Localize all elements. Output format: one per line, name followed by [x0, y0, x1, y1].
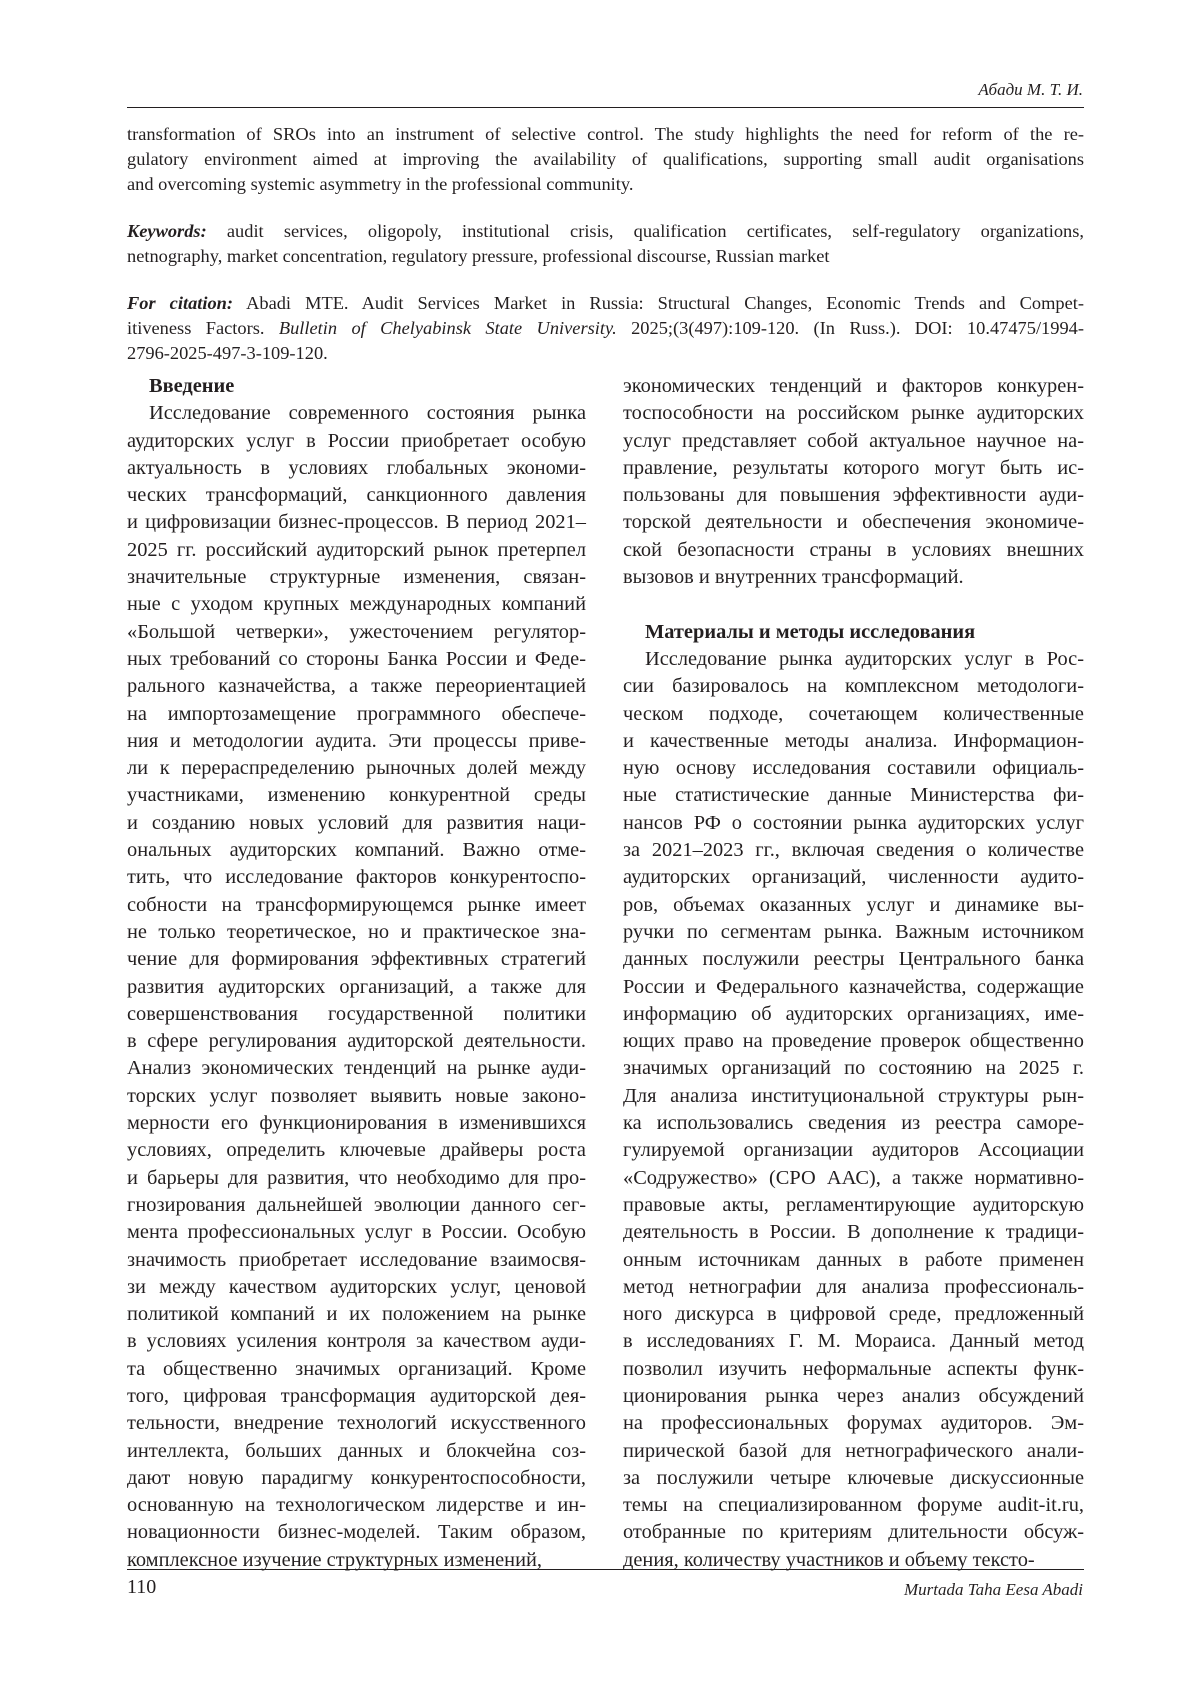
abstract-block: [127, 122, 1084, 388]
text-line: ка использовались сведения из реестра саморе-: [623, 1112, 1084, 1135]
keywords: [127, 219, 1084, 269]
left-column-body: [127, 400, 586, 1574]
citation-line: 2796-2025-497-3-109-120.: [127, 343, 328, 363]
citation-text: 2025;(3(497):109-120. (In Russ.). DOI: 10.47475/1994-: [631, 318, 1084, 338]
text-line: Анализ экономических тенденций на рынке ауди-: [127, 1057, 586, 1080]
text-line: зи между качеством аудиторских услуг, ценовой: [127, 1275, 586, 1298]
header-rule: [127, 107, 1084, 108]
text-line: значительные структурные изменения, связан-: [127, 566, 586, 589]
text-line: того, цифровая трансформация аудиторской дея-: [127, 1384, 586, 1407]
text-line: мента профессиональных услуг в России. Особую: [127, 1221, 586, 1244]
citation-line: [127, 316, 1084, 341]
text-line: темы на специализированном форуме audit-it.ru,: [623, 1494, 1084, 1517]
abstract-text: [127, 122, 1084, 197]
section-heading-methods: Материалы и методы исследования: [645, 620, 976, 643]
text-line: ручки по сегментам рынка. Важным источником: [623, 920, 1084, 943]
abstract-line: gulatory environment aimed at improving the availability of qualifications, supporting small audit organisations: [127, 149, 1084, 169]
text-line: гулируемой организации аудиторов Ассоциации: [623, 1139, 1084, 1162]
text-line: ров, объемах оказанных услуг и динамике вы-: [623, 893, 1084, 916]
text-line: чение для формирования эффективных стратегий: [127, 948, 586, 971]
text-line: значимость приобретает исследование взаимосвя-: [127, 1248, 586, 1271]
text-line: правление, результаты которого могут быть ис-: [623, 456, 1084, 479]
text-line: 2025 гг. российский аудиторский рынок претерпел: [127, 538, 586, 561]
text-line: вызовов и внутренних трансформаций.: [623, 566, 964, 589]
text-line: ющих право на проведение проверок общественно: [623, 1030, 1084, 1053]
text-line: метод нетнографии для анализа профессиональ-: [623, 1275, 1084, 1298]
text-line: «Большой четверки», ужесточением регулятор-: [127, 620, 586, 643]
text-line: собности на трансформирующемся рынке имеет: [127, 893, 586, 916]
text-line: дения, количеству участников и объему тексто-: [623, 1548, 1035, 1571]
text-line: новационности бизнес-моделей. Таким образом,: [127, 1521, 586, 1544]
running-header-author: Абади М. Т. И.: [978, 80, 1083, 99]
section-heading-introduction: Введение: [149, 375, 235, 397]
text-line: нансов РФ о состоянии рынка аудиторских услуг: [623, 811, 1084, 834]
text-line: и созданию новых условий для развития наци-: [127, 811, 586, 834]
text-line: информацию об аудиторских организациях, име-: [623, 1002, 1084, 1025]
text-line: Исследование современного состояния рынка: [149, 402, 586, 425]
text-line: политикой компаний и их положением на рынке: [127, 1303, 586, 1326]
text-line: услуг представляет собой актуальное научное на-: [623, 429, 1084, 452]
text-line: ционирования рынка через анализ обсуждений: [623, 1384, 1084, 1407]
text-line: рального казначейства, а также переориентацией: [127, 675, 586, 698]
text-line: экономических тенденций и факторов конкурен-: [623, 375, 1084, 397]
abstract-line: transformation of SROs into an instrument of selective control. The study highlights the need for reform of the re-: [127, 124, 1084, 144]
text-line: в условиях усиления контроля за качеством ауди-: [127, 1330, 586, 1353]
text-line: аудиторских организаций, численности аудито-: [623, 866, 1084, 889]
text-line: та общественно значимых организаций. Кроме: [127, 1357, 586, 1380]
text-line: комплексное изучение структурных изменений,: [127, 1548, 543, 1571]
right-column-intro: [623, 373, 1084, 591]
text-line: значимых организаций по состоянию на 2025 г.: [623, 1057, 1084, 1080]
text-line: интеллекта, больших данных и блокчейна соз-: [127, 1439, 586, 1462]
right-column-body: [623, 646, 1084, 1574]
footer-rule: [127, 1569, 1084, 1570]
text-line: за послужили четыре ключевые дискуссионные: [623, 1466, 1084, 1489]
text-line: ональных аудиторских компаний. Важно отме-: [127, 839, 586, 862]
text-line: торских услуг позволяет выявить новые законо-: [127, 1084, 586, 1107]
text-line: актуальность в условиях глобальных экономи-: [127, 456, 586, 479]
text-line: сии базировалось на комплексном методологи-: [623, 675, 1084, 698]
citation-line: [127, 291, 1084, 316]
text-line: Для анализа институциональной структуры рын-: [623, 1084, 1084, 1107]
citation-label: For citation:: [127, 293, 234, 313]
text-line: условиях, определить ключевые драйверы роста: [127, 1139, 586, 1162]
text-line: ные статистические данные Министерства фи-: [623, 784, 1084, 807]
text-line: и цифровизации бизнес-процессов. В период 2021–: [127, 511, 586, 534]
text-line: России и Федерального казначейства, содержащие: [623, 975, 1084, 998]
text-line: аудиторских услуг в России приобретает особую: [127, 429, 586, 452]
text-line: деятельность в России. В дополнение к традици-: [623, 1221, 1084, 1244]
text-line: в исследованиях Г. М. Мораиса. Данный метод: [623, 1330, 1084, 1353]
text-line: дают новую парадигму конкурентоспособности,: [127, 1466, 586, 1489]
running-footer-author: Murtada Taha Eesa Abadi: [904, 1580, 1083, 1599]
text-line: ных требований со стороны Банка России и Феде-: [127, 647, 586, 670]
text-line: и качественные методы анализа. Информацион-: [623, 729, 1084, 752]
text-line: отобранные по критериям длительности обсуж-: [623, 1521, 1084, 1544]
text-line: развития аудиторских организаций, а также для: [127, 975, 586, 998]
text-line: «Содружество» (СРО ААС), а также нормативно-: [623, 1166, 1084, 1189]
text-line: ния и методологии аудита. Эти процессы приве-: [127, 729, 586, 752]
text-line: ческом подходе, сочетающем количественные: [623, 702, 1084, 725]
text-line: пирической базой для нетнографического анали-: [623, 1439, 1084, 1462]
text-line: правовые акты, регламентирующие аудиторскую: [623, 1193, 1084, 1216]
keywords-label: Keywords:: [127, 221, 207, 241]
keywords-line: netnography, market concentration, regulatory pressure, professional discourse, Russian market: [127, 246, 830, 266]
text-line: ческих трансформаций, санкционного давления: [127, 484, 586, 507]
abstract-line: and overcoming systemic asymmetry in the professional community.: [127, 174, 634, 194]
text-line: данных послужили реестры Центрального банка: [623, 948, 1084, 971]
text-line: тоспособности на российском рынке аудиторских: [623, 402, 1084, 425]
text-line: онным источникам данных в работе применен: [623, 1248, 1084, 1271]
text-line: и барьеры для развития, что необходимо для про-: [127, 1166, 586, 1189]
text-line: основанную на технологическом лидерстве и ин-: [127, 1494, 586, 1517]
text-line: участниками, изменению конкурентной среды: [127, 784, 586, 807]
text-line: на импортозамещение программного обеспече-: [127, 702, 586, 725]
text-line: ного дискурса в цифровой среде, предложенный: [623, 1303, 1084, 1326]
text-line: ную основу исследования составили официаль-: [623, 757, 1084, 780]
left-column: [127, 373, 586, 1574]
journal-title: Bulletin of Chelyabinsk State University.: [278, 318, 617, 338]
text-line: позволил изучить неформальные аспекты функ-: [623, 1357, 1084, 1380]
text-line: торской деятельности и обеспечения экономиче-: [623, 511, 1084, 534]
paragraph-gap: [623, 591, 1084, 618]
text-line: Исследование рынка аудиторских услуг в Рос-: [645, 647, 1084, 670]
citation-text: Abadi MTE. Audit Services Market in Russia: Structural Changes, Economic Trends and Compet-: [246, 293, 1084, 313]
citation-text: itiveness Factors.: [127, 318, 265, 338]
citation: [127, 291, 1084, 366]
text-line: за 2021–2023 гг., включая сведения о количестве: [623, 839, 1084, 862]
text-line: ли к перераспределению рыночных долей между: [127, 757, 586, 780]
text-line: гнозирования дальнейшей эволюции данного сег-: [127, 1193, 586, 1216]
page-number: 110: [127, 1576, 157, 1598]
text-line: тить, что исследование факторов конкурентоспо-: [127, 866, 586, 889]
text-line: тельности, внедрение технологий искусственного: [127, 1412, 586, 1435]
text-line: ные с уходом крупных международных компаний: [127, 593, 586, 616]
text-line: не только теоретическое, но и практическое зна-: [127, 920, 586, 943]
text-line: мерности его функционирования в изменившихся: [127, 1112, 586, 1135]
right-column: [623, 373, 1084, 1574]
text-line: на профессиональных форумах аудиторов. Эм-: [623, 1412, 1084, 1435]
keywords-line: [127, 219, 1084, 244]
text-line: в сфере регулирования аудиторской деятельности.: [127, 1030, 586, 1053]
text-line: ской безопасности страны в условиях внешних: [623, 538, 1084, 561]
keywords-text: audit services, oligopoly, institutional crisis, qualification certificates, self-regulatory organizations,: [226, 221, 1084, 241]
text-line: совершенствования государственной политики: [127, 1002, 586, 1025]
text-line: пользованы для повышения эффективности ауди-: [623, 484, 1084, 507]
